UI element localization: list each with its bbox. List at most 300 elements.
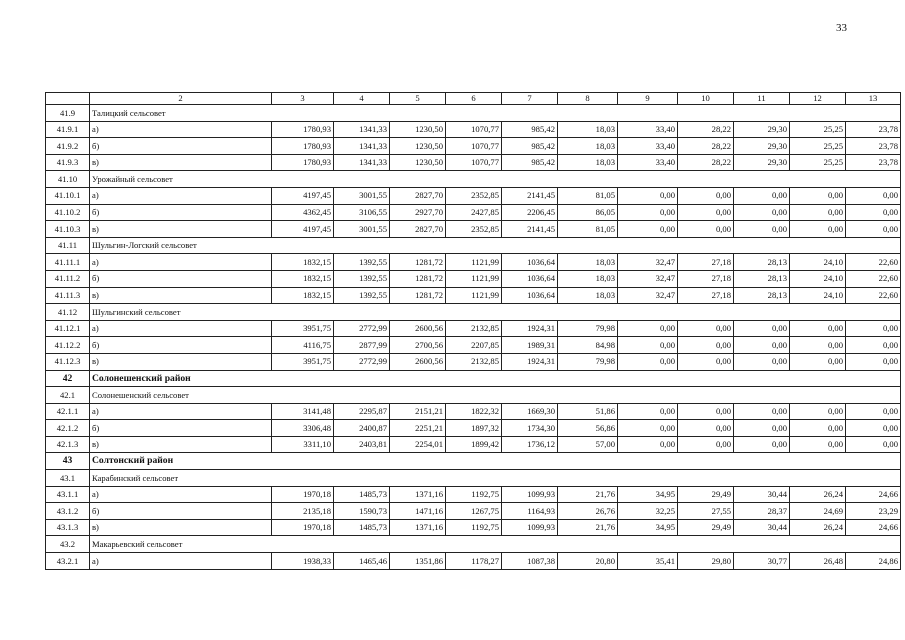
value-cell: 0,00 xyxy=(678,187,734,204)
value-cell: 29,49 xyxy=(678,519,734,536)
value-cell: 1832,15 xyxy=(272,287,334,304)
row-code: 41.12 xyxy=(46,304,90,321)
value-cell: 0,00 xyxy=(846,337,901,354)
table-row xyxy=(46,204,901,221)
value-cell: 81,05 xyxy=(558,221,618,238)
column-header: 6 xyxy=(446,93,502,105)
value-cell: 2352,85 xyxy=(446,221,502,238)
value-cell: 28,22 xyxy=(678,138,734,155)
value-cell: 33,40 xyxy=(618,138,678,155)
column-header: 2 xyxy=(90,93,272,105)
value-cell: 24,10 xyxy=(790,270,846,287)
table-row xyxy=(46,486,901,503)
row-code: 41.12.2 xyxy=(46,337,90,354)
value-cell: 0,00 xyxy=(678,320,734,337)
value-cell: 1970,18 xyxy=(272,519,334,536)
value-cell: 2403,81 xyxy=(334,436,390,453)
value-cell: 0,00 xyxy=(790,221,846,238)
value-cell: 79,98 xyxy=(558,353,618,370)
value-cell: 0,00 xyxy=(734,403,790,420)
value-cell: 0,00 xyxy=(846,187,901,204)
row-mark: а) xyxy=(90,403,272,420)
value-cell: 2827,70 xyxy=(390,187,446,204)
value-cell: 2254,01 xyxy=(390,436,446,453)
value-cell: 18,03 xyxy=(558,270,618,287)
value-cell: 2141,45 xyxy=(502,187,558,204)
row-code: 43.2 xyxy=(46,536,90,553)
value-cell: 4197,45 xyxy=(272,187,334,204)
value-cell: 1669,30 xyxy=(502,403,558,420)
row-code: 41.9.3 xyxy=(46,154,90,171)
row-code: 43.1.3 xyxy=(46,519,90,536)
value-cell: 0,00 xyxy=(846,204,901,221)
value-cell: 0,00 xyxy=(790,403,846,420)
section-title: Урожайный сельсовет xyxy=(90,171,901,188)
column-header-row xyxy=(46,93,901,105)
value-cell: 18,03 xyxy=(558,287,618,304)
value-cell: 1341,33 xyxy=(334,154,390,171)
value-cell: 1832,15 xyxy=(272,270,334,287)
row-code: 42.1.1 xyxy=(46,403,90,420)
table-row xyxy=(46,337,901,354)
value-cell: 23,29 xyxy=(846,503,901,520)
value-cell: 34,95 xyxy=(618,486,678,503)
row-code: 43.1 xyxy=(46,470,90,487)
value-cell: 3306,48 xyxy=(272,420,334,437)
value-cell: 1734,30 xyxy=(502,420,558,437)
value-cell: 2927,70 xyxy=(390,204,446,221)
value-cell: 1392,55 xyxy=(334,270,390,287)
value-cell: 0,00 xyxy=(678,420,734,437)
value-cell: 24,10 xyxy=(790,287,846,304)
value-cell: 1989,31 xyxy=(502,337,558,354)
column-header: 3 xyxy=(272,93,334,105)
value-cell: 1121,99 xyxy=(446,254,502,271)
row-mark: б) xyxy=(90,138,272,155)
table-row xyxy=(46,270,901,287)
value-cell: 1164,93 xyxy=(502,503,558,520)
value-cell: 18,03 xyxy=(558,138,618,155)
value-cell: 2772,99 xyxy=(334,353,390,370)
value-cell: 1099,93 xyxy=(502,519,558,536)
value-cell: 2700,56 xyxy=(390,337,446,354)
row-code: 41.10.1 xyxy=(46,187,90,204)
value-cell: 1485,73 xyxy=(334,519,390,536)
value-cell: 27,55 xyxy=(678,503,734,520)
value-cell: 27,18 xyxy=(678,287,734,304)
value-cell: 33,40 xyxy=(618,154,678,171)
value-cell: 23,78 xyxy=(846,138,901,155)
value-cell: 24,86 xyxy=(846,553,901,570)
row-code: 42 xyxy=(46,370,90,387)
section-title: Макарьевский сельсовет xyxy=(90,536,901,553)
row-code: 42.1 xyxy=(46,387,90,404)
value-cell: 1924,31 xyxy=(502,353,558,370)
row-code: 43 xyxy=(46,453,90,470)
value-cell: 0,00 xyxy=(790,436,846,453)
row-mark: б) xyxy=(90,503,272,520)
section-heading-row xyxy=(46,536,901,553)
value-cell: 1230,50 xyxy=(390,138,446,155)
value-cell: 0,00 xyxy=(846,221,901,238)
value-cell: 0,00 xyxy=(678,353,734,370)
value-cell: 29,49 xyxy=(678,486,734,503)
value-cell: 28,13 xyxy=(734,270,790,287)
value-cell: 1371,16 xyxy=(390,486,446,503)
value-cell: 4362,45 xyxy=(272,204,334,221)
value-cell: 3951,75 xyxy=(272,353,334,370)
value-cell: 22,60 xyxy=(846,287,901,304)
row-code: 41.12.3 xyxy=(46,353,90,370)
value-cell: 26,76 xyxy=(558,503,618,520)
value-cell: 21,76 xyxy=(558,519,618,536)
column-header: 8 xyxy=(558,93,618,105)
row-code: 41.10.3 xyxy=(46,221,90,238)
value-cell: 28,22 xyxy=(678,154,734,171)
value-cell: 1392,55 xyxy=(334,287,390,304)
value-cell: 0,00 xyxy=(846,436,901,453)
value-cell: 0,00 xyxy=(618,320,678,337)
row-code: 41.11.1 xyxy=(46,254,90,271)
value-cell: 2877,99 xyxy=(334,337,390,354)
value-cell: 0,00 xyxy=(678,204,734,221)
row-code: 41.10.2 xyxy=(46,204,90,221)
section-heading-row xyxy=(46,237,901,254)
value-cell: 0,00 xyxy=(790,353,846,370)
table-row xyxy=(46,320,901,337)
value-cell: 0,00 xyxy=(618,221,678,238)
table-row xyxy=(46,436,901,453)
value-cell: 1780,93 xyxy=(272,154,334,171)
row-code: 43.1.2 xyxy=(46,503,90,520)
value-cell: 2132,85 xyxy=(446,353,502,370)
table-row xyxy=(46,420,901,437)
value-cell: 985,42 xyxy=(502,121,558,138)
row-code: 43.2.1 xyxy=(46,553,90,570)
row-code: 41.9.2 xyxy=(46,138,90,155)
value-cell: 1281,72 xyxy=(390,270,446,287)
value-cell: 2352,85 xyxy=(446,187,502,204)
column-header: 7 xyxy=(502,93,558,105)
value-cell: 1736,12 xyxy=(502,436,558,453)
value-cell: 1121,99 xyxy=(446,270,502,287)
value-cell: 25,25 xyxy=(790,138,846,155)
value-cell: 1780,93 xyxy=(272,121,334,138)
value-cell: 2135,18 xyxy=(272,503,334,520)
value-cell: 35,41 xyxy=(618,553,678,570)
region-heading-row xyxy=(46,453,901,470)
value-cell: 1590,73 xyxy=(334,503,390,520)
value-cell: 1465,46 xyxy=(334,553,390,570)
row-code: 41.9.1 xyxy=(46,121,90,138)
column-header: 9 xyxy=(618,93,678,105)
row-code: 41.11.2 xyxy=(46,270,90,287)
value-cell: 79,98 xyxy=(558,320,618,337)
value-cell: 1121,99 xyxy=(446,287,502,304)
table-row xyxy=(46,503,901,520)
value-cell: 23,78 xyxy=(846,121,901,138)
value-cell: 29,30 xyxy=(734,154,790,171)
value-cell: 24,10 xyxy=(790,254,846,271)
value-cell: 1070,77 xyxy=(446,138,502,155)
value-cell: 27,18 xyxy=(678,254,734,271)
value-cell: 34,95 xyxy=(618,519,678,536)
value-cell: 1230,50 xyxy=(390,154,446,171)
value-cell: 2772,99 xyxy=(334,320,390,337)
value-cell: 3951,75 xyxy=(272,320,334,337)
section-title: Солонешенский сельсовет xyxy=(90,387,901,404)
value-cell: 30,44 xyxy=(734,486,790,503)
value-cell: 29,80 xyxy=(678,553,734,570)
value-cell: 24,66 xyxy=(846,486,901,503)
region-heading-row xyxy=(46,370,901,387)
row-mark: а) xyxy=(90,486,272,503)
value-cell: 0,00 xyxy=(846,320,901,337)
row-mark: в) xyxy=(90,519,272,536)
value-cell: 29,30 xyxy=(734,121,790,138)
value-cell: 1087,38 xyxy=(502,553,558,570)
value-cell: 33,40 xyxy=(618,121,678,138)
value-cell: 21,76 xyxy=(558,486,618,503)
value-cell: 1371,16 xyxy=(390,519,446,536)
section-heading-row xyxy=(46,470,901,487)
value-cell: 1341,33 xyxy=(334,138,390,155)
value-cell: 1178,27 xyxy=(446,553,502,570)
value-cell: 2251,21 xyxy=(390,420,446,437)
value-cell: 32,47 xyxy=(618,270,678,287)
value-cell: 24,69 xyxy=(790,503,846,520)
section-title: Шульгин-Логский сельсовет xyxy=(90,237,901,254)
section-heading-row xyxy=(46,304,901,321)
row-mark: б) xyxy=(90,337,272,354)
row-mark: а) xyxy=(90,254,272,271)
value-cell: 1899,42 xyxy=(446,436,502,453)
value-cell: 29,30 xyxy=(734,138,790,155)
value-cell: 18,03 xyxy=(558,254,618,271)
value-cell: 0,00 xyxy=(734,337,790,354)
value-cell: 0,00 xyxy=(618,436,678,453)
value-cell: 1281,72 xyxy=(390,254,446,271)
value-cell: 0,00 xyxy=(678,221,734,238)
row-mark: б) xyxy=(90,204,272,221)
value-cell: 1341,33 xyxy=(334,121,390,138)
value-cell: 1230,50 xyxy=(390,121,446,138)
value-cell: 1070,77 xyxy=(446,154,502,171)
value-cell: 0,00 xyxy=(734,420,790,437)
column-header: 11 xyxy=(734,93,790,105)
value-cell: 28,37 xyxy=(734,503,790,520)
value-cell: 25,25 xyxy=(790,121,846,138)
row-code: 41.11.3 xyxy=(46,287,90,304)
value-cell: 1267,75 xyxy=(446,503,502,520)
value-cell: 2400,87 xyxy=(334,420,390,437)
table-row xyxy=(46,519,901,536)
table-row xyxy=(46,254,901,271)
value-cell: 0,00 xyxy=(618,353,678,370)
value-cell: 0,00 xyxy=(734,353,790,370)
value-cell: 0,00 xyxy=(734,187,790,204)
value-cell: 30,44 xyxy=(734,519,790,536)
value-cell: 0,00 xyxy=(846,420,901,437)
value-cell: 0,00 xyxy=(734,204,790,221)
value-cell: 51,86 xyxy=(558,403,618,420)
value-cell: 1192,75 xyxy=(446,519,502,536)
value-cell: 2295,87 xyxy=(334,403,390,420)
value-cell: 1099,93 xyxy=(502,486,558,503)
value-cell: 26,48 xyxy=(790,553,846,570)
value-cell: 0,00 xyxy=(618,204,678,221)
value-cell: 0,00 xyxy=(790,320,846,337)
section-title: Шульгинский сельсовет xyxy=(90,304,901,321)
section-title: Карабинский сельсовет xyxy=(90,470,901,487)
column-header: 5 xyxy=(390,93,446,105)
row-mark: а) xyxy=(90,121,272,138)
value-cell: 2827,70 xyxy=(390,221,446,238)
value-cell: 0,00 xyxy=(790,187,846,204)
value-cell: 84,98 xyxy=(558,337,618,354)
table-row xyxy=(46,187,901,204)
value-cell: 0,00 xyxy=(734,221,790,238)
value-cell: 0,00 xyxy=(846,353,901,370)
row-code: 42.1.2 xyxy=(46,420,90,437)
row-mark: а) xyxy=(90,320,272,337)
table-row xyxy=(46,553,901,570)
value-cell: 25,25 xyxy=(790,154,846,171)
value-cell: 20,80 xyxy=(558,553,618,570)
value-cell: 0,00 xyxy=(790,337,846,354)
value-cell: 1938,33 xyxy=(272,553,334,570)
row-code: 41.10 xyxy=(46,171,90,188)
row-code: 42.1.3 xyxy=(46,436,90,453)
table-row xyxy=(46,138,901,155)
value-cell: 1281,72 xyxy=(390,287,446,304)
value-cell: 2132,85 xyxy=(446,320,502,337)
value-cell: 0,00 xyxy=(846,403,901,420)
row-mark: в) xyxy=(90,287,272,304)
value-cell: 3001,55 xyxy=(334,187,390,204)
table-row xyxy=(46,403,901,420)
value-cell: 26,24 xyxy=(790,486,846,503)
value-cell: 1897,32 xyxy=(446,420,502,437)
value-cell: 2207,85 xyxy=(446,337,502,354)
value-cell: 0,00 xyxy=(678,436,734,453)
value-cell: 4197,45 xyxy=(272,221,334,238)
table-row xyxy=(46,121,901,138)
value-cell: 3311,10 xyxy=(272,436,334,453)
value-cell: 22,60 xyxy=(846,270,901,287)
value-cell: 1036,64 xyxy=(502,254,558,271)
value-cell: 32,47 xyxy=(618,287,678,304)
region-title: Солонешенский район xyxy=(90,370,901,387)
section-heading-row xyxy=(46,105,901,122)
value-cell: 32,25 xyxy=(618,503,678,520)
value-cell: 1485,73 xyxy=(334,486,390,503)
table-row xyxy=(46,154,901,171)
value-cell: 1392,55 xyxy=(334,254,390,271)
section-title: Талицкий сельсовет xyxy=(90,105,901,122)
value-cell: 1924,31 xyxy=(502,320,558,337)
value-cell: 86,05 xyxy=(558,204,618,221)
value-cell: 1780,93 xyxy=(272,138,334,155)
row-mark: а) xyxy=(90,553,272,570)
column-header xyxy=(46,93,90,105)
value-cell: 0,00 xyxy=(678,403,734,420)
column-header: 12 xyxy=(790,93,846,105)
row-code: 41.12.1 xyxy=(46,320,90,337)
value-cell: 2600,56 xyxy=(390,320,446,337)
value-cell: 3141,48 xyxy=(272,403,334,420)
value-cell: 28,22 xyxy=(678,121,734,138)
row-code: 43.1.1 xyxy=(46,486,90,503)
table-row xyxy=(46,353,901,370)
column-header: 13 xyxy=(846,93,901,105)
page-number: 33 xyxy=(836,22,847,34)
value-cell: 56,86 xyxy=(558,420,618,437)
value-cell: 32,47 xyxy=(618,254,678,271)
section-heading-row xyxy=(46,171,901,188)
value-cell: 26,24 xyxy=(790,519,846,536)
value-cell: 1036,64 xyxy=(502,287,558,304)
value-cell: 22,60 xyxy=(846,254,901,271)
tariff-table xyxy=(45,92,901,570)
value-cell: 1351,86 xyxy=(390,553,446,570)
value-cell: 1036,64 xyxy=(502,270,558,287)
value-cell: 81,05 xyxy=(558,187,618,204)
column-header: 10 xyxy=(678,93,734,105)
value-cell: 28,13 xyxy=(734,254,790,271)
value-cell: 1192,75 xyxy=(446,486,502,503)
value-cell: 0,00 xyxy=(734,320,790,337)
value-cell: 0,00 xyxy=(618,187,678,204)
value-cell: 2600,56 xyxy=(390,353,446,370)
value-cell: 1070,77 xyxy=(446,121,502,138)
value-cell: 1970,18 xyxy=(272,486,334,503)
value-cell: 985,42 xyxy=(502,138,558,155)
row-mark: в) xyxy=(90,154,272,171)
value-cell: 2427,85 xyxy=(446,204,502,221)
row-code: 41.9 xyxy=(46,105,90,122)
value-cell: 985,42 xyxy=(502,154,558,171)
row-mark: а) xyxy=(90,187,272,204)
value-cell: 2151,21 xyxy=(390,403,446,420)
value-cell: 1832,15 xyxy=(272,254,334,271)
value-cell: 57,00 xyxy=(558,436,618,453)
value-cell: 2141,45 xyxy=(502,221,558,238)
value-cell: 0,00 xyxy=(678,337,734,354)
value-cell: 1471,16 xyxy=(390,503,446,520)
row-mark: в) xyxy=(90,353,272,370)
row-mark: в) xyxy=(90,221,272,238)
section-heading-row xyxy=(46,387,901,404)
column-header: 4 xyxy=(334,93,390,105)
value-cell: 3001,55 xyxy=(334,221,390,238)
row-mark: б) xyxy=(90,270,272,287)
value-cell: 1822,32 xyxy=(446,403,502,420)
value-cell: 23,78 xyxy=(846,154,901,171)
table-row xyxy=(46,221,901,238)
value-cell: 4116,75 xyxy=(272,337,334,354)
value-cell: 28,13 xyxy=(734,287,790,304)
value-cell: 0,00 xyxy=(618,420,678,437)
value-cell: 0,00 xyxy=(618,337,678,354)
row-mark: в) xyxy=(90,436,272,453)
value-cell: 0,00 xyxy=(790,204,846,221)
value-cell: 27,18 xyxy=(678,270,734,287)
value-cell: 3106,55 xyxy=(334,204,390,221)
table-row xyxy=(46,287,901,304)
value-cell: 18,03 xyxy=(558,121,618,138)
value-cell: 18,03 xyxy=(558,154,618,171)
